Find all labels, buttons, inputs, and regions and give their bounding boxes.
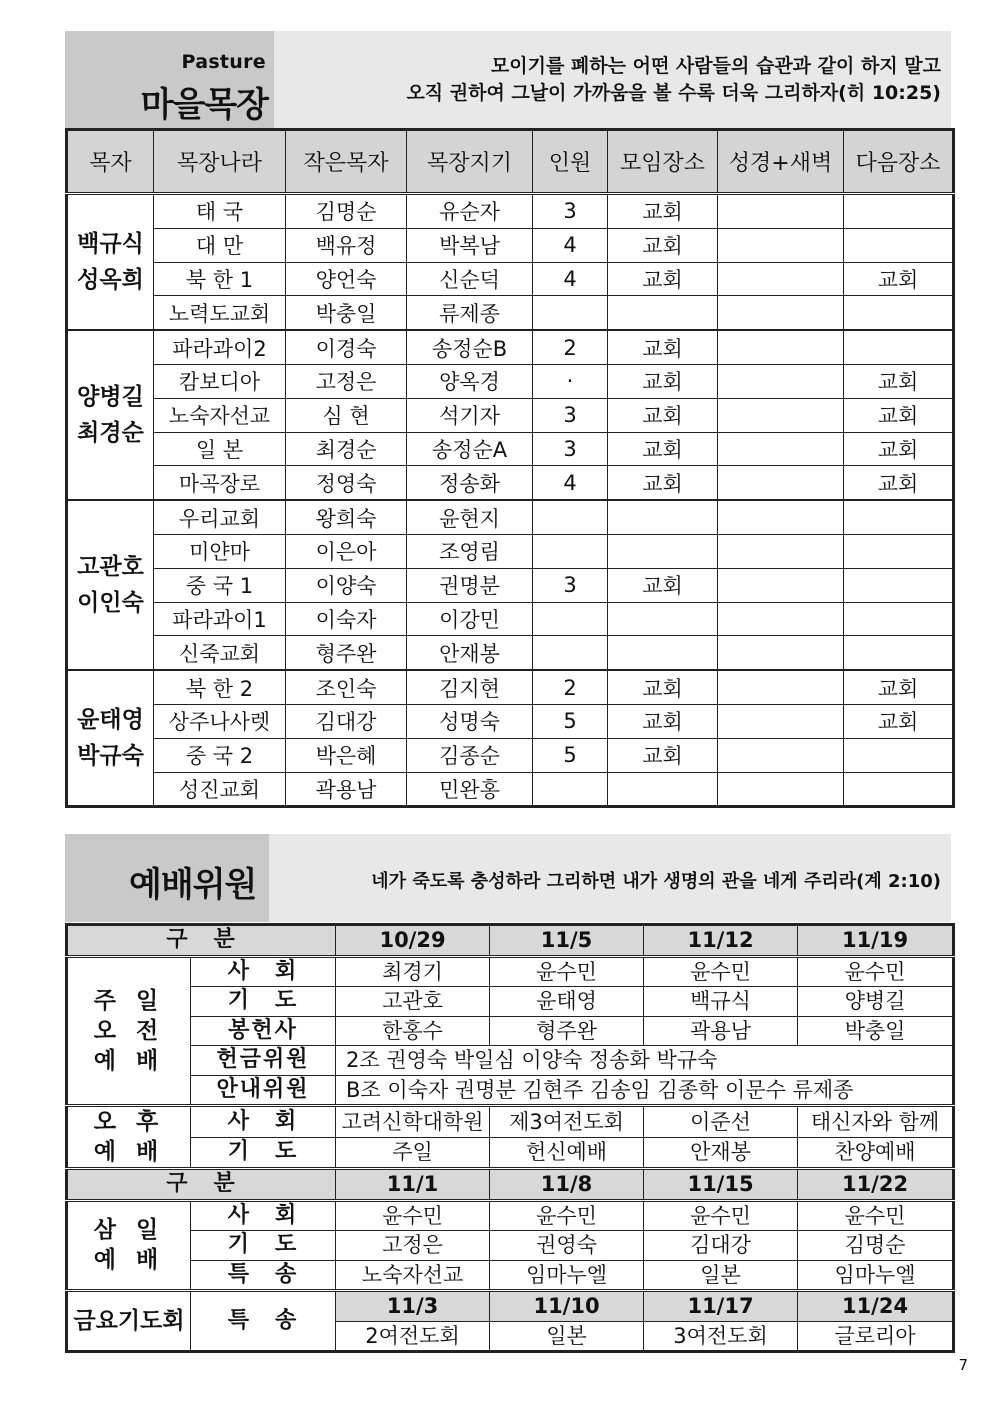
small-shepherd-cell: 이양숙	[286, 568, 407, 602]
small-shepherd-cell: 고정은	[286, 364, 407, 398]
bible-dawn-cell	[718, 568, 844, 602]
role-cell: 사 회	[191, 956, 336, 987]
pastor-name: 최경순	[77, 420, 144, 447]
bible-dawn-cell	[718, 636, 844, 670]
date-cell: 11/12	[644, 925, 798, 957]
next-place-cell	[844, 534, 954, 568]
next-place-cell	[844, 500, 954, 534]
count-cell: 4	[533, 466, 608, 500]
count-cell: 4	[533, 262, 608, 296]
small-shepherd-cell: 박은혜	[286, 738, 407, 772]
sunday-am-row	[67, 956, 954, 987]
date-cell: 11/17	[644, 1291, 798, 1322]
place-cell: 교회	[608, 364, 718, 398]
pastor-name: 양병길	[77, 384, 144, 411]
sunday-date-row	[67, 925, 954, 957]
country-cell: 미얀마	[154, 534, 286, 568]
bible-dawn-cell	[718, 330, 844, 364]
pasture-row	[67, 772, 954, 807]
gubun-label: 구 분	[67, 1169, 336, 1201]
wed-date-row	[67, 1169, 954, 1201]
value-cell: 박충일	[798, 1016, 954, 1046]
keeper-cell: 권명분	[407, 568, 533, 602]
value-cell: 백규식	[644, 987, 798, 1017]
pasture-verse-line2: 오직 권하여 그날이 가까움을 볼 수록 더욱 그리하자(히 10:25)	[406, 82, 941, 104]
bible-dawn-cell	[718, 466, 844, 500]
value-cell: 윤수민	[798, 956, 954, 987]
role-cell: 기 도	[191, 1137, 336, 1169]
next-place-cell	[844, 330, 954, 364]
role-cell: 봉헌사	[191, 1016, 336, 1046]
header-cell: 다음장소	[844, 130, 954, 194]
pasture-verse-line1: 모이기를 폐하는 어떤 사람들의 습관과 같이 하지 말고	[490, 55, 941, 77]
place-cell	[608, 500, 718, 534]
pasture-table-body	[67, 194, 954, 807]
next-place-cell: 교회	[844, 398, 954, 432]
header-cell: 목자	[67, 130, 154, 194]
pasture-subtitle: Pasture	[181, 51, 266, 73]
pasture-row	[67, 364, 954, 398]
usher-role: 안내위원	[191, 1075, 336, 1106]
value-cell: 임마누엘	[490, 1260, 644, 1291]
sunday-am-row	[67, 987, 954, 1017]
wed-row	[67, 1200, 954, 1231]
value-cell: 3여전도회	[644, 1321, 798, 1352]
pastor-name: 고관호	[77, 554, 144, 581]
usher-row	[67, 1075, 954, 1106]
place-cell: 교회	[608, 228, 718, 262]
country-cell: 대 만	[154, 228, 286, 262]
pastor-name: 박규숙	[77, 743, 144, 770]
value-cell: 김대강	[644, 1231, 798, 1261]
place-cell: 교회	[608, 670, 718, 704]
value-cell: 형주완	[490, 1016, 644, 1046]
value-cell: 찬양예배	[798, 1137, 954, 1169]
pasture-title-box	[65, 31, 274, 128]
pasture-row	[67, 500, 954, 534]
bible-dawn-cell	[718, 432, 844, 466]
pasture-row	[67, 568, 954, 602]
country-cell: 파라과이1	[154, 602, 286, 636]
keeper-cell: 양옥경	[407, 364, 533, 398]
value-cell: 안재봉	[644, 1137, 798, 1169]
count-cell: 5	[533, 704, 608, 738]
small-shepherd-cell: 이경숙	[286, 330, 407, 364]
friday-date-row	[67, 1291, 954, 1322]
offering-row	[67, 1046, 954, 1076]
small-shepherd-cell: 백유정	[286, 228, 407, 262]
keeper-cell: 성명숙	[407, 704, 533, 738]
pasture-header-row	[67, 130, 954, 194]
value-cell: 권영숙	[490, 1231, 644, 1261]
country-cell: 중 국 2	[154, 738, 286, 772]
label-line: 예 배	[93, 1247, 165, 1274]
keeper-cell: 민완홍	[407, 772, 533, 807]
small-shepherd-cell: 김명순	[286, 194, 407, 229]
count-cell: 2	[533, 670, 608, 704]
sunday-pm-label	[67, 1106, 191, 1169]
bible-dawn-cell	[718, 670, 844, 704]
date-cell: 10/29	[336, 925, 490, 957]
small-shepherd-cell: 이은아	[286, 534, 407, 568]
count-cell: 4	[533, 228, 608, 262]
pasture-row	[67, 466, 954, 500]
place-cell	[608, 772, 718, 807]
pasture-row	[67, 738, 954, 772]
country-cell: 북 한 2	[154, 670, 286, 704]
pastor-cell	[67, 194, 154, 331]
country-cell: 파라과이2	[154, 330, 286, 364]
keeper-cell: 김종순	[407, 738, 533, 772]
value-cell: 곽용남	[644, 1016, 798, 1046]
date-cell: 11/24	[798, 1291, 954, 1322]
sunday-pm-row	[67, 1137, 954, 1169]
count-cell: 5	[533, 738, 608, 772]
label-line: 삼 일	[93, 1217, 165, 1244]
next-place-cell: 교회	[844, 364, 954, 398]
keeper-cell: 송정순B	[407, 330, 533, 364]
country-cell: 태 국	[154, 194, 286, 229]
country-cell: 북 한 1	[154, 262, 286, 296]
bible-dawn-cell	[718, 194, 844, 229]
next-place-cell: 교회	[844, 262, 954, 296]
friday-label: 금요기도회	[67, 1291, 191, 1352]
header-cell: 목장나라	[154, 130, 286, 194]
count-cell: 3	[533, 398, 608, 432]
pastor-name: 성옥희	[77, 267, 144, 294]
bible-dawn-cell	[718, 228, 844, 262]
worship-title-box	[65, 834, 269, 922]
value-cell: 윤수민	[490, 956, 644, 987]
pastor-name: 윤태영	[77, 707, 144, 734]
small-shepherd-cell: 정영숙	[286, 466, 407, 500]
date-cell: 11/1	[336, 1169, 490, 1201]
value-cell: 윤수민	[644, 956, 798, 987]
small-shepherd-cell: 형주완	[286, 636, 407, 670]
count-cell: 3	[533, 568, 608, 602]
pasture-title: 마을목장	[140, 85, 268, 125]
worship-banner	[65, 834, 951, 922]
next-place-cell	[844, 228, 954, 262]
value-cell: 윤수민	[336, 1200, 490, 1231]
date-cell: 11/3	[336, 1291, 490, 1322]
value-cell: 고관호	[336, 987, 490, 1017]
sunday-am-row	[67, 1016, 954, 1046]
country-cell: 캄보디아	[154, 364, 286, 398]
wed-row	[67, 1260, 954, 1291]
next-place-cell	[844, 602, 954, 636]
role-cell: 사 회	[191, 1106, 336, 1138]
country-cell: 노력도교회	[154, 296, 286, 330]
pasture-row	[67, 636, 954, 670]
header-cell: 작은목자	[286, 130, 407, 194]
sunday-am-label	[67, 956, 191, 1106]
pasture-row	[67, 228, 954, 262]
value-cell: 최경기	[336, 956, 490, 987]
value-cell: 양병길	[798, 987, 954, 1017]
bible-dawn-cell	[718, 534, 844, 568]
country-cell: 신죽교회	[154, 636, 286, 670]
gubun-label: 구 분	[67, 925, 336, 957]
keeper-cell: 이강민	[407, 602, 533, 636]
next-place-cell	[844, 772, 954, 807]
count-cell: 3	[533, 432, 608, 466]
keeper-cell: 류제종	[407, 296, 533, 330]
keeper-cell: 안재봉	[407, 636, 533, 670]
keeper-cell: 유순자	[407, 194, 533, 229]
small-shepherd-cell: 박충일	[286, 296, 407, 330]
bible-dawn-cell	[718, 704, 844, 738]
bible-dawn-cell	[718, 602, 844, 636]
keeper-cell: 정송화	[407, 466, 533, 500]
sunday-pm-row	[67, 1106, 954, 1138]
usher-members: B조 이숙자 권명분 김현주 김송임 김종학 이문수 류제종	[336, 1075, 954, 1106]
offering-members: 2조 권영숙 박일심 이양숙 정송화 박규숙	[336, 1046, 954, 1076]
value-cell: 2여전도회	[336, 1321, 490, 1352]
place-cell: 교회	[608, 568, 718, 602]
value-cell: 고정은	[336, 1231, 490, 1261]
bible-dawn-cell	[718, 398, 844, 432]
label-line: 주 일	[93, 987, 165, 1014]
date-cell: 11/22	[798, 1169, 954, 1201]
wed-row	[67, 1231, 954, 1261]
date-cell: 11/8	[490, 1169, 644, 1201]
value-cell: 임마누엘	[798, 1260, 954, 1291]
place-cell	[608, 296, 718, 330]
count-cell: 2	[533, 330, 608, 364]
label-line: 오 전	[93, 1017, 165, 1044]
small-shepherd-cell: 왕희숙	[286, 500, 407, 534]
label-line: 오 후	[93, 1109, 165, 1135]
pastor-cell	[67, 500, 154, 670]
header-cell: 모임장소	[608, 130, 718, 194]
worship-verse: 네가 죽도록 충성하라 그리하면 내가 생명의 관을 네게 주리라(계 2:10)	[371, 871, 941, 892]
place-cell	[608, 636, 718, 670]
bible-dawn-cell	[718, 772, 844, 807]
small-shepherd-cell: 이숙자	[286, 602, 407, 636]
header-cell: 목장지기	[407, 130, 533, 194]
date-cell: 11/15	[644, 1169, 798, 1201]
keeper-cell: 박복남	[407, 228, 533, 262]
value-cell: 이준선	[644, 1106, 798, 1138]
bible-dawn-cell	[718, 262, 844, 296]
role-cell: 기 도	[191, 1231, 336, 1261]
pasture-row	[67, 704, 954, 738]
place-cell: 교회	[608, 466, 718, 500]
date-cell: 11/19	[798, 925, 954, 957]
pasture-row	[67, 670, 954, 704]
pasture-verse	[406, 53, 941, 107]
small-shepherd-cell: 곽용남	[286, 772, 407, 807]
value-cell: 고려신학대학원	[336, 1106, 490, 1138]
keeper-cell: 김지현	[407, 670, 533, 704]
pasture-row	[67, 602, 954, 636]
date-cell: 11/10	[490, 1291, 644, 1322]
count-cell	[533, 636, 608, 670]
pasture-row	[67, 330, 954, 364]
pasture-row	[67, 534, 954, 568]
keeper-cell: 송정순A	[407, 432, 533, 466]
count-cell	[533, 500, 608, 534]
place-cell: 교회	[608, 194, 718, 229]
value-cell: 김명순	[798, 1231, 954, 1261]
next-place-cell	[844, 636, 954, 670]
value-cell: 윤태영	[490, 987, 644, 1017]
keeper-cell: 신순덕	[407, 262, 533, 296]
place-cell: 교회	[608, 398, 718, 432]
header-cell: 성경+새벽	[718, 130, 844, 194]
country-cell: 성진교회	[154, 772, 286, 807]
role-cell: 특 송	[191, 1291, 336, 1352]
role-cell: 특 송	[191, 1260, 336, 1291]
page-number: 7	[958, 1356, 968, 1374]
next-place-cell	[844, 296, 954, 330]
value-cell: 헌신예배	[490, 1137, 644, 1169]
place-cell: 교회	[608, 738, 718, 772]
place-cell: 교회	[608, 704, 718, 738]
place-cell	[608, 534, 718, 568]
keeper-cell: 석기자	[407, 398, 533, 432]
country-cell: 노숙자선교	[154, 398, 286, 432]
small-shepherd-cell: 양언숙	[286, 262, 407, 296]
value-cell: 글로리아	[798, 1321, 954, 1352]
pastor-name: 백규식	[77, 231, 144, 258]
country-cell: 상주나사렛	[154, 704, 286, 738]
value-cell: 윤수민	[798, 1200, 954, 1231]
pasture-row	[67, 432, 954, 466]
date-cell: 11/5	[490, 925, 644, 957]
pastor-cell	[67, 670, 154, 807]
count-cell	[533, 772, 608, 807]
label-line: 예 배	[93, 1139, 165, 1165]
value-cell: 주일	[336, 1137, 490, 1169]
bible-dawn-cell	[718, 296, 844, 330]
value-cell: 태신자와 함께	[798, 1106, 954, 1138]
keeper-cell: 윤현지	[407, 500, 533, 534]
pasture-banner	[65, 31, 951, 128]
next-place-cell	[844, 568, 954, 602]
next-place-cell: 교회	[844, 670, 954, 704]
small-shepherd-cell: 조인숙	[286, 670, 407, 704]
count-cell: ·	[533, 364, 608, 398]
country-cell: 중 국 1	[154, 568, 286, 602]
role-cell: 기 도	[191, 987, 336, 1017]
pastor-name: 이인숙	[77, 590, 144, 617]
next-place-cell: 교회	[844, 466, 954, 500]
keeper-cell: 조영림	[407, 534, 533, 568]
value-cell: 일본	[644, 1260, 798, 1291]
value-cell: 노숙자선교	[336, 1260, 490, 1291]
wed-label	[67, 1200, 191, 1291]
next-place-cell	[844, 738, 954, 772]
country-cell: 우리교회	[154, 500, 286, 534]
bible-dawn-cell	[718, 738, 844, 772]
role-cell: 사 회	[191, 1200, 336, 1231]
small-shepherd-cell: 최경순	[286, 432, 407, 466]
label-line: 예 배	[93, 1047, 165, 1074]
value-cell: 일본	[490, 1321, 644, 1352]
pasture-row	[67, 296, 954, 330]
value-cell: 윤수민	[490, 1200, 644, 1231]
value-cell: 제3여전도회	[490, 1106, 644, 1138]
count-cell	[533, 296, 608, 330]
pastor-cell	[67, 330, 154, 500]
pasture-row	[67, 262, 954, 296]
offering-role: 헌금위원	[191, 1046, 336, 1076]
worship-table	[65, 923, 955, 1353]
small-shepherd-cell: 심 현	[286, 398, 407, 432]
place-cell: 교회	[608, 432, 718, 466]
value-cell: 윤수민	[644, 1200, 798, 1231]
pasture-table	[65, 128, 955, 808]
pasture-row	[67, 194, 954, 229]
bible-dawn-cell	[718, 500, 844, 534]
header-cell: 인원	[533, 130, 608, 194]
place-cell: 교회	[608, 262, 718, 296]
next-place-cell: 교회	[844, 432, 954, 466]
value-cell: 한홍수	[336, 1016, 490, 1046]
next-place-cell	[844, 194, 954, 229]
count-cell	[533, 602, 608, 636]
country-cell: 마곡장로	[154, 466, 286, 500]
bible-dawn-cell	[718, 364, 844, 398]
place-cell: 교회	[608, 330, 718, 364]
next-place-cell: 교회	[844, 704, 954, 738]
pasture-row	[67, 398, 954, 432]
small-shepherd-cell: 김대강	[286, 704, 407, 738]
count-cell: 3	[533, 194, 608, 229]
place-cell	[608, 602, 718, 636]
count-cell	[533, 534, 608, 568]
country-cell: 일 본	[154, 432, 286, 466]
worship-title: 예배위원	[129, 865, 257, 905]
